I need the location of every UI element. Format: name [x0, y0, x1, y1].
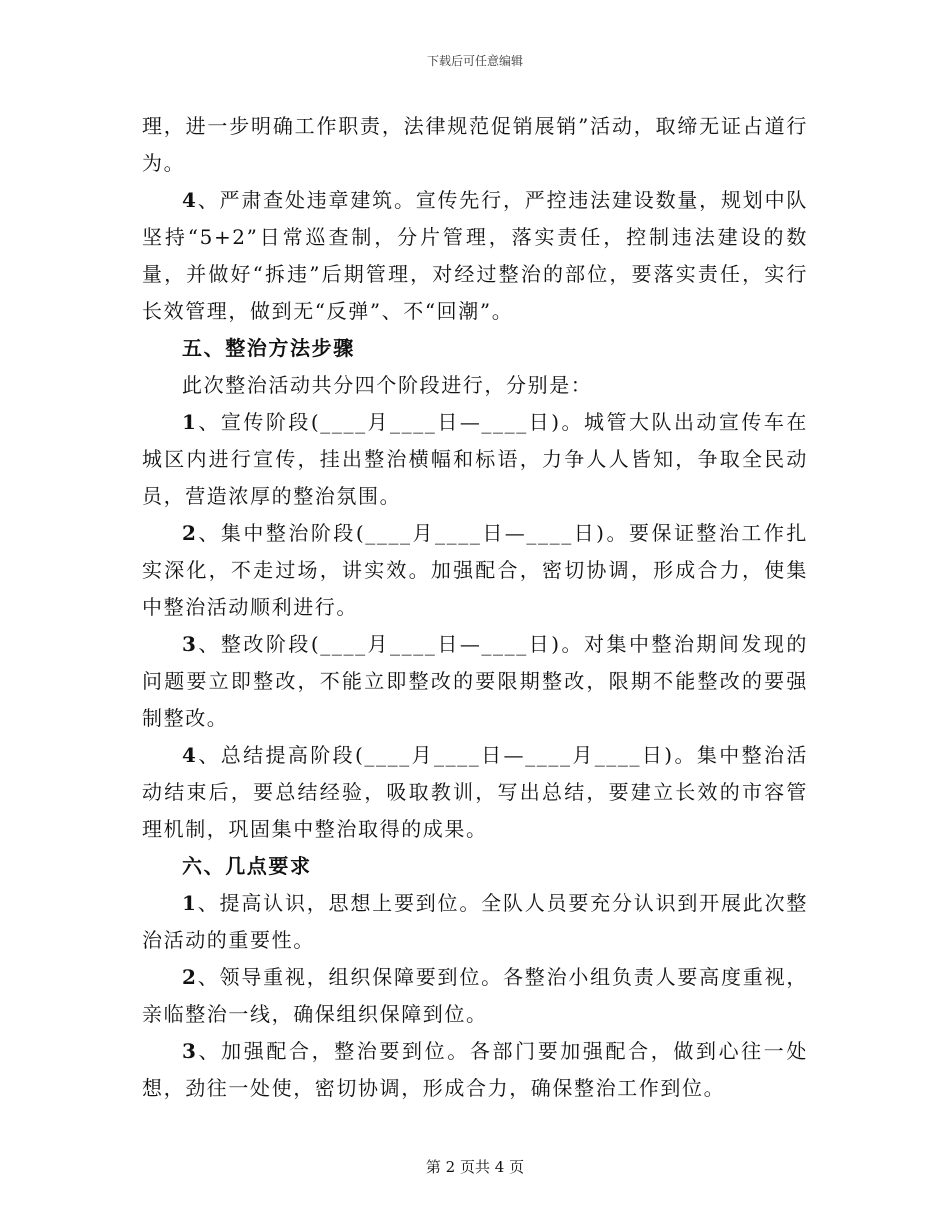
item-number: 4 — [182, 188, 198, 212]
paragraph — [142, 367, 808, 404]
paragraph-text: 、宣传阶段(____月____日—____日)。城管大队出动宣传车在城区内进行宣传，挂出整治横幅和标语，力争人人皆知，争取全民动员，营造浓厚的整治氛围。 — [142, 410, 808, 508]
item-number: 2 — [182, 965, 198, 989]
section-heading: 五、整治方法步骤 — [182, 336, 355, 360]
document-body — [142, 108, 808, 1107]
item-number: 4 — [182, 743, 198, 767]
paragraph — [142, 515, 808, 626]
item-number: 1 — [182, 891, 198, 915]
item-number: 3 — [182, 1039, 198, 1063]
paragraph — [142, 885, 808, 959]
paragraph — [142, 1033, 808, 1107]
section-heading: 六、几点要求 — [182, 854, 312, 878]
paragraph-text: 、提高认识，思想上要到位。全队人员要充分认识到开展此次整治活动的重要性。 — [142, 891, 808, 952]
paragraph-text: 、总结提高阶段(____月____日—____月____日)。集中整治活动结束后，要总结经验，吸取教训，写出总结，要建立长效的市容管理机制，巩固集中整治取得的成果。 — [142, 743, 808, 841]
item-number: 3 — [182, 632, 198, 656]
paragraph-text: 、集中整治阶段(____月____日—____日)。要保证整治工作扎实深化，不走过场，讲实效。加强配合，密切协调，形成合力，使集中整治活动顺利进行。 — [142, 521, 808, 619]
item-number: 2 — [182, 521, 198, 545]
paragraph — [142, 108, 808, 182]
paragraph-text: 、领导重视，组织保障要到位。各整治小组负责人要高度重视，亲临整治一线，确保组织保障到位。 — [142, 965, 808, 1026]
paragraph-text: 此次整治活动共分四个阶段进行，分别是： — [182, 373, 593, 397]
paragraph-text: 、加强配合，整治要到位。各部门要加强配合，做到心往一处想，劲往一处使，密切协调，形成合力，确保整治工作到位。 — [142, 1039, 808, 1100]
paragraph — [142, 626, 808, 737]
page-header: 下载后可任意编辑 — [426, 54, 523, 68]
paragraph-text: 理，进一步明确工作职责，法律规范促销展销”活动，取缔无证占道行为。 — [142, 114, 808, 175]
paragraph-text: 、严肃查处违章建筑。宣传先行，严控违法建设数量，规划中队坚持“5+2”日常巡查制，分片管理，落实责任，控制违法建设的数量，并做好“拆违”后期管理，对经过整治的部位，要落实责任，实行长效管理，做到无“反弹”、不“回潮”。 — [142, 188, 808, 323]
item-number: 1 — [182, 410, 198, 434]
paragraph — [142, 737, 808, 848]
page-footer: 第 2 页共 4 页 — [425, 1158, 525, 1176]
paragraph — [142, 404, 808, 515]
paragraph — [142, 182, 808, 330]
paragraph — [142, 959, 808, 1033]
paragraph-text: 、整改阶段(____月____日—____日)。对集中整治期间发现的问题要立即整改，不能立即整改的要限期整改，限期不能整改的要强制整改。 — [142, 632, 808, 730]
